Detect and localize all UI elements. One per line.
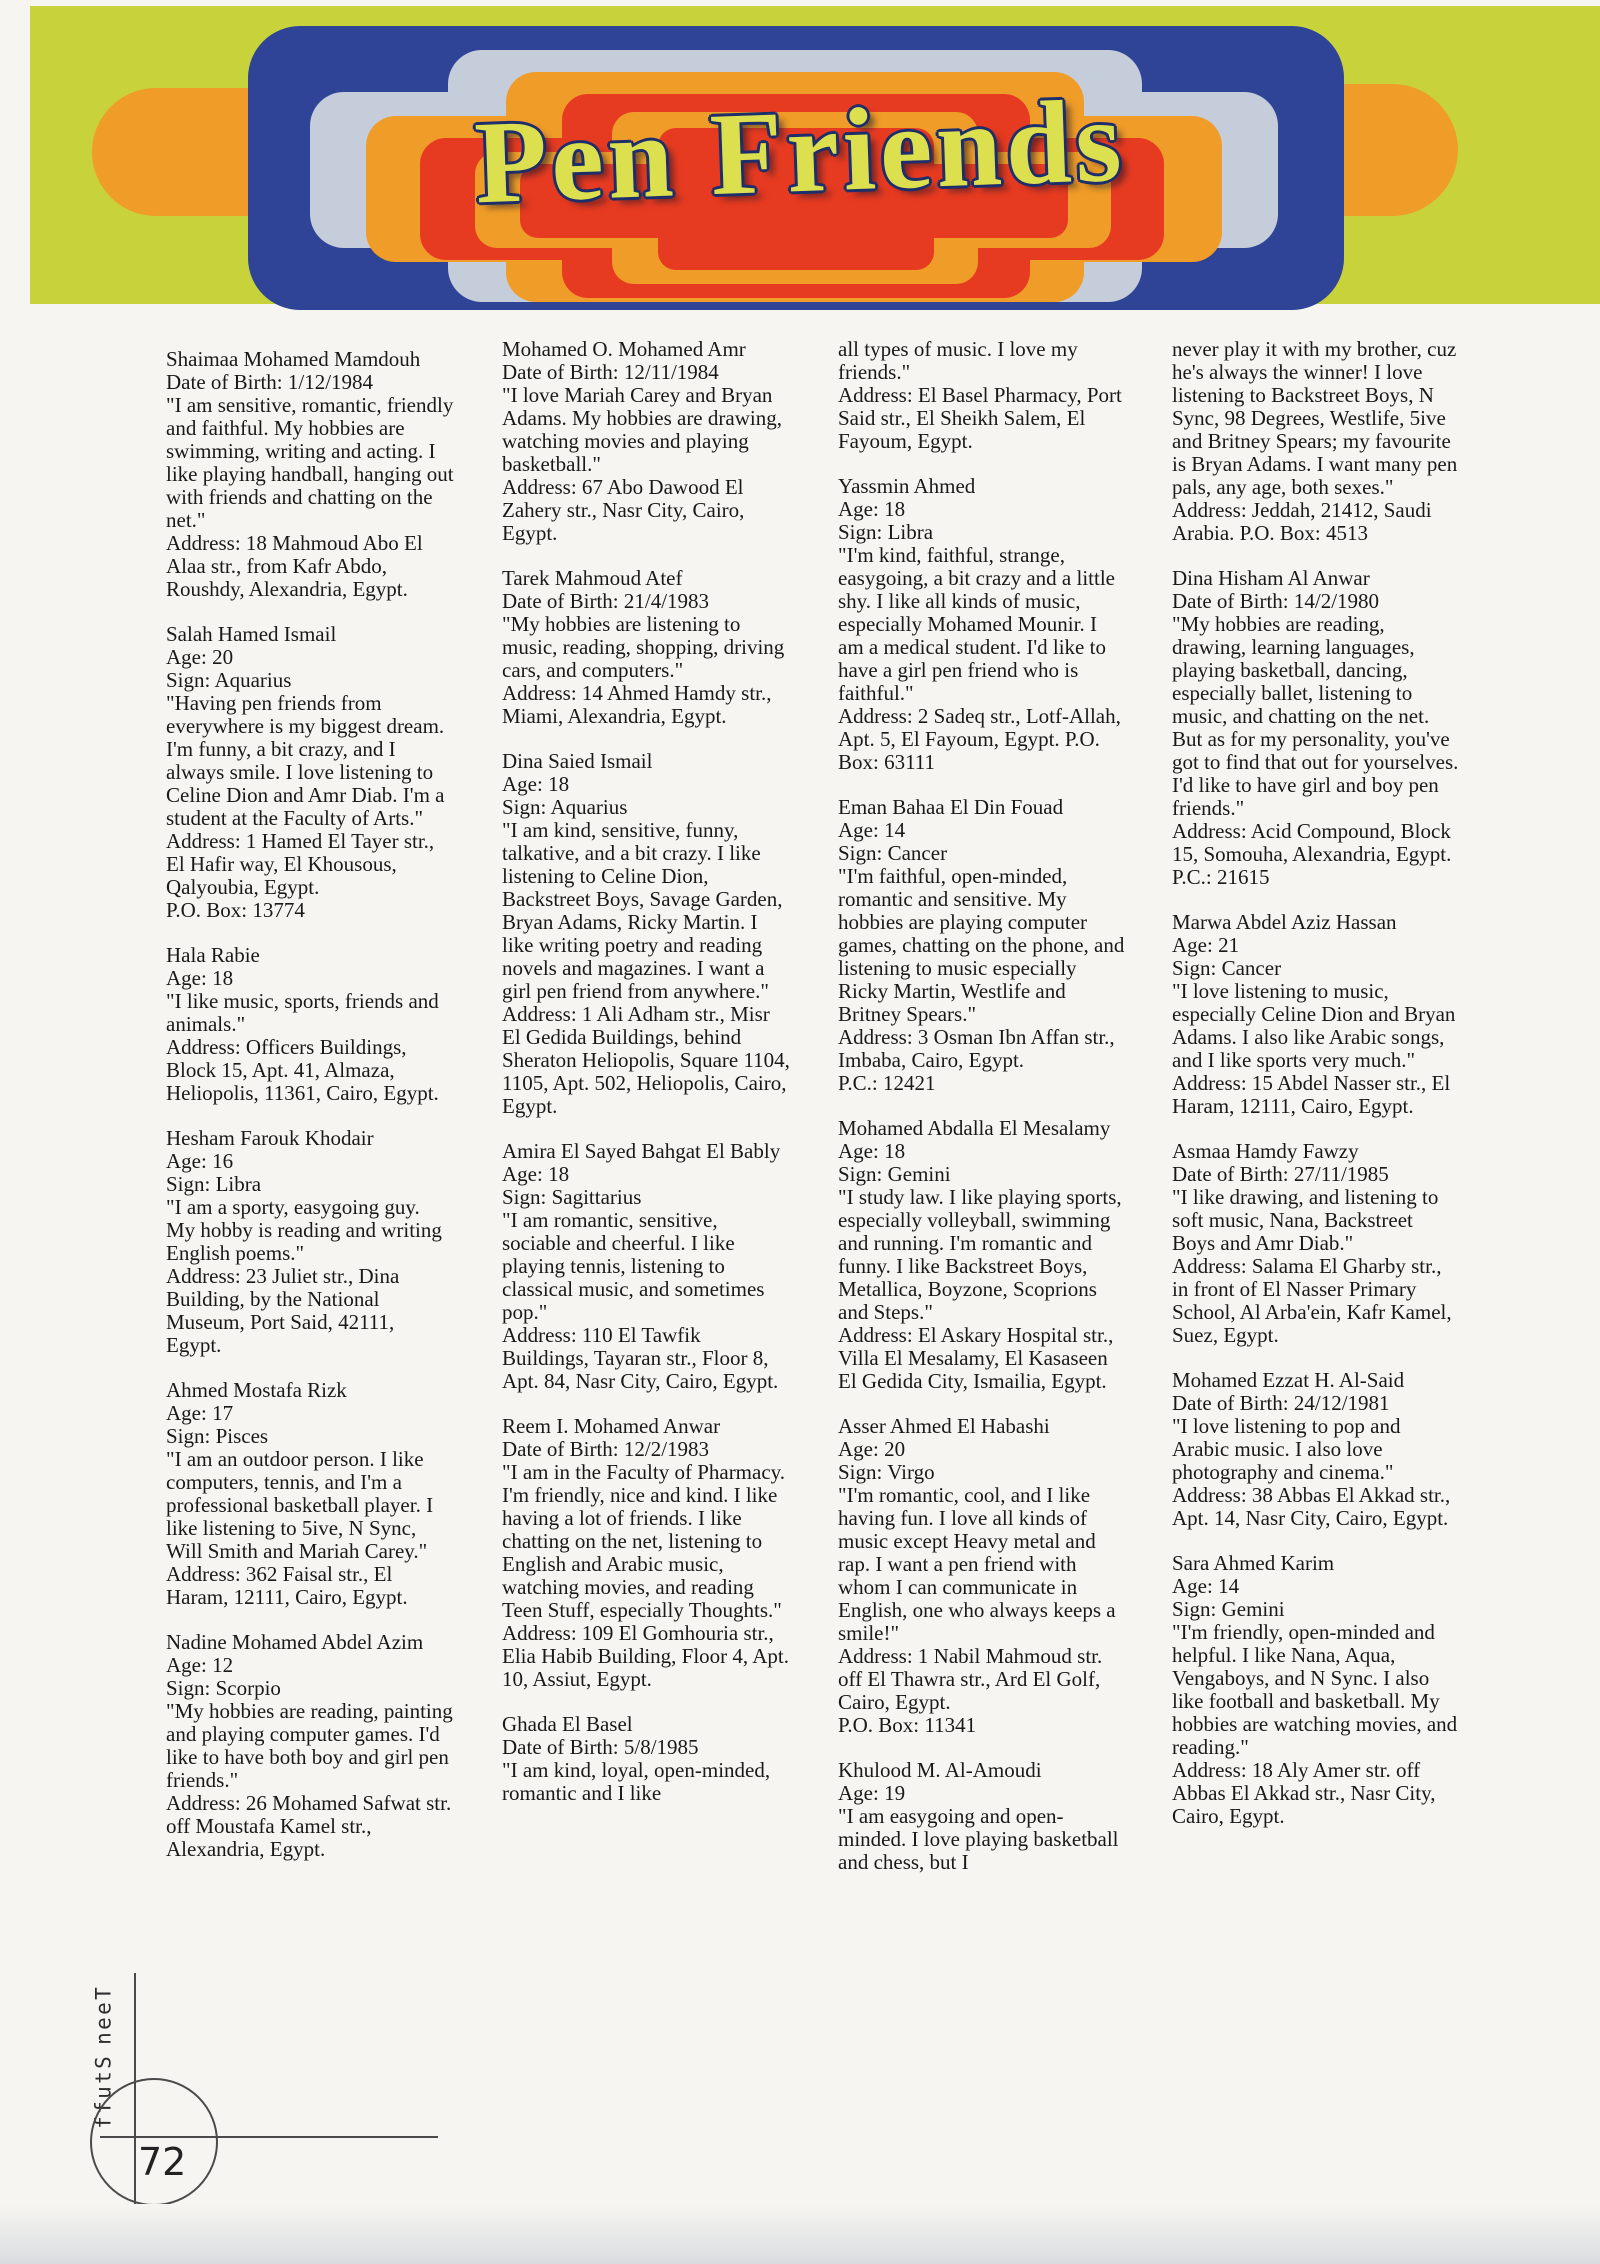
pen-pal-name: Hala Rabie [166,943,260,967]
entry-text: Address: Jeddah, 21412, Saudi Arabia. P.O. Box: 4513 [1172,498,1432,545]
entry-text: Age: 21 [1172,933,1240,957]
pen-pal-name: Mohamed Abdalla El Mesalamy [838,1116,1111,1140]
pen-pal-name: Reem I. Mohamed Anwar [502,1414,721,1438]
entry-text: all types of music. I love my friends." [838,337,1078,384]
pen-pal-entry [502,338,790,545]
entry-text: Sign: Libra [838,520,934,544]
pen-pal-entry [166,1631,454,1861]
spine-letter: f [91,2101,115,2114]
pen-pal-column-2 [502,338,790,1827]
entry-text: Address: 362 Faisal str., El Haram, 12111, Cairo, Egypt. [166,1562,408,1609]
spine-letter: T [91,1987,115,2000]
pen-pal-entry [838,1117,1126,1393]
entry-text: Address: 3 Osman Ibn Affan str., Imbaba, Cairo, Egypt. [838,1025,1115,1072]
pen-pal-entry [166,1379,454,1609]
entry-text: Address: Acid Compound, Block 15, Somouha, Alexandria, Egypt. [1172,819,1452,866]
entry-text: Address: 2 Sadeq str., Lotf-Allah, Apt. 5, El Fayoum, Egypt. P.O. Box: 63111 [838,704,1121,774]
entry-text: Date of Birth: 27/11/1985 [1172,1162,1389,1186]
entry-text: Age: 17 [166,1401,234,1425]
pen-pal-entry [502,1140,790,1393]
entry-text: Age: 18 [838,497,906,521]
entry-text: "I love Mariah Carey and Bryan Adams. My hobbies are drawing, watching movies and playing basketball." [502,383,782,476]
pen-pal-entry [502,750,790,1118]
spine-letter: e [91,2002,115,2015]
entry-text: Age: 14 [1172,1574,1240,1598]
entry-text: Address: 1 Nabil Mahmoud str. off El Thawra str., Ard El Golf, Cairo, Egypt. [838,1644,1103,1714]
pen-pal-entry [838,1759,1126,1874]
spine-letter: n [91,2032,115,2045]
entry-text: Age: 14 [838,818,906,842]
pen-pal-name: Dina Hisham Al Anwar [1172,566,1370,590]
entry-text: Age: 19 [838,1781,906,1805]
entry-text: "Having pen friends from everywhere is my biggest dream. I'm funny, a bit crazy, and I always smile. I love listening to Celine Dion and Amr Diab. I'm a student at the Faculty of Arts." [166,691,445,830]
pen-pal-name: Nadine Mohamed Abdel Azim [166,1630,424,1654]
pen-pal-entry [166,1127,454,1357]
entry-text: Address: 110 El Tawfik Buildings, Tayaran str., Floor 8, Apt. 84, Nasr City, Cairo, Egypt. [502,1323,779,1393]
entry-text: Sign: Virgo [838,1460,935,1484]
pen-pal-entry [502,1713,790,1805]
entry-text: Date of Birth: 5/8/1985 [502,1735,699,1759]
pen-pal-entry [166,623,454,922]
pen-pal-name: Asmaa Hamdy Fawzy [1172,1139,1359,1163]
pen-pal-entry [1172,1369,1460,1530]
entry-text: Age: 18 [502,1162,570,1186]
entry-text: Address: Officers Buildings, Block 15, Apt. 41, Almaza, Heliopolis, 11361, Cairo, Egypt. [166,1035,439,1105]
entry-text: "My hobbies are reading, drawing, learning languages, playing basketball, dancing, especially ballet, listening to music, and chatting on the net. But as for my personality, you've got to find that out for yourselves. I'd like to have girl and boy pen friends." [1172,612,1459,820]
pen-pal-entry [1172,911,1460,1118]
entry-text: Sign: Cancer [1172,956,1282,980]
pen-pal-column-1 [166,348,454,1883]
pen-pal-column-3 [838,338,1126,1896]
entry-text: Age: 20 [838,1437,906,1461]
pen-pal-entry-continuation [1172,338,1460,545]
entry-text: Address: 67 Abo Dawood El Zahery str., Nasr City, Cairo, Egypt. [502,475,745,545]
entry-text: Address: El Basel Pharmacy, Port Said str., El Sheikh Salem, El Fayoum, Egypt. [838,383,1122,453]
entry-text: Address: 1 Hamed El Tayer str., El Hafir way, El Khousous, Qalyoubia, Egypt. [166,829,435,899]
entry-text: "I'm kind, faithful, strange, easygoing, a bit crazy and a little shy. I like all kinds of music, especially Mohamed Mounir. I am a medical student. I'd like to have a girl pen friend who is faithful." [838,543,1115,705]
entry-text: "I love listening to music, especially Celine Dion and Bryan Adams. I also like Arabic songs, and I like sports very much." [1172,979,1456,1072]
entry-text: Date of Birth: 1/12/1984 [166,370,374,394]
scan-edge-shadow [0,2204,1600,2264]
pen-friends-header [0,0,1600,330]
page-number: 72 [138,2140,187,2184]
pen-pal-entry [838,1415,1126,1737]
entry-text: "I'm romantic, cool, and I like having fun. I love all kinds of music except Heavy metal and rap. I want a pen friend with whom I can communicate in English, one who always keeps a smile!" [838,1483,1116,1645]
entry-text: Date of Birth: 21/4/1983 [502,589,710,613]
entry-text: "I am a sporty, easygoing guy. My hobby is reading and writing English poems." [166,1195,442,1265]
entry-text: Sign: Sagittarius [502,1185,642,1209]
entry-text: Age: 12 [166,1653,234,1677]
entry-text: Sign: Gemini [838,1162,951,1186]
pen-pal-entry [1172,1140,1460,1347]
pen-pal-name: Hesham Farouk Khodair [166,1126,374,1150]
pen-pal-entry [838,796,1126,1095]
entry-text: Sign: Cancer [838,841,948,865]
entry-text: "I am sensitive, romantic, friendly and faithful. My hobbies are swimming, writing and acting. I like playing handball, hanging out with friends and chatting on the net." [166,393,454,532]
entry-text: Date of Birth: 12/2/1983 [502,1437,710,1461]
entry-text: P.O. Box: 13774 [166,898,305,922]
entry-text: Sign: Gemini [1172,1597,1285,1621]
entry-text: P.C.: 12421 [838,1071,936,1095]
spine-letter: e [91,2017,115,2030]
pen-pal-name: Khulood M. Al-Amoudi [838,1758,1042,1782]
spine-letter: t [91,2071,115,2084]
page-title: Pen Friends [472,74,1128,229]
pen-pal-name: Sara Ahmed Karim [1172,1551,1335,1575]
pen-pal-name: Yassmin Ahmed [838,474,976,498]
entry-text: "I love listening to pop and Arabic music. I also love photography and cinema." [1172,1414,1401,1484]
spine-letter: f [91,2116,115,2129]
pen-pal-name: Asser Ahmed El Habashi [838,1414,1050,1438]
entry-text: Age: 16 [166,1149,234,1173]
entry-text: Address: 18 Mahmoud Abo El Alaa str., from Kafr Abdo, Roushdy, Alexandria, Egypt. [166,531,423,601]
entry-text: Address: 26 Mohamed Safwat str. off Moustafa Kamel str., Alexandria, Egypt. [166,1791,452,1861]
pen-pal-name: Marwa Abdel Aziz Hassan [1172,910,1397,934]
entry-text: "I'm faithful, open-minded, romantic and sensitive. My hobbies are playing computer games, chatting on the phone, and listening to music especially Ricky Martin, Westlife and Britney Spears." [838,864,1125,1026]
pen-pal-entry-continuation [838,338,1126,453]
entry-text: never play it with my brother, cuz he's always the winner! I love listening to Backstreet Boys, N Sync, 98 Degrees, Westlife, 5ive and Britney Spears; my favourite is Bryan Adams. I want many pen pals, any age, both sexes." [1172,337,1458,499]
entry-text: "I am in the Faculty of Pharmacy. I'm friendly, nice and kind. I like having a lot of friends. I like chatting on the net, listening to English and Arabic music, watching movies, and reading Teen Stuff, especially Thoughts." [502,1460,786,1622]
entry-text: "My hobbies are listening to music, reading, shopping, driving cars, and computers." [502,612,785,682]
entry-text: Date of Birth: 14/2/1980 [1172,589,1380,613]
entry-text: Sign: Aquarius [166,668,292,692]
entry-text: "I'm friendly, open-minded and helpful. I like Nana, Aqua, Vengaboys, and N Sync. I also like football and basketball. My hobbies are watching movies, and reading." [1172,1620,1458,1759]
entry-text: P.C.: 21615 [1172,865,1270,889]
entry-text: Date of Birth: 24/12/1981 [1172,1391,1390,1415]
pen-pal-entry [1172,567,1460,889]
entry-text: "I am an outdoor person. I like computers, tennis, and I'm a professional basketball player. I like listening to 5ive, N Sync, Will Smith and Mariah Carey." [166,1447,434,1563]
pen-pal-entry [502,1415,790,1691]
spine-letter: S [91,2056,115,2069]
entry-text: Sign: Libra [166,1172,262,1196]
entry-text: Sign: Pisces [166,1424,269,1448]
entry-text: Address: 15 Abdel Nasser str., El Haram, 12111, Cairo, Egypt. [1172,1071,1451,1118]
entry-text: Address: 14 Ahmed Hamdy str., Miami, Alexandria, Egypt. [502,681,772,728]
pen-pal-entry [166,944,454,1105]
entry-text: Address: Salama El Gharby str., in front of El Nasser Primary School, Al Arba'ein, Kafr Kamel, Suez, Egypt. [1172,1254,1452,1347]
entry-text: Address: 23 Juliet str., Dina Building, by the National Museum, Port Said, 42111, Egypt. [166,1264,400,1357]
entry-text: Address: 38 Abbas El Akkad str., Apt. 14, Nasr City, Cairo, Egypt. [1172,1483,1451,1530]
entry-text: Address: 109 El Gomhouria str., Elia Habib Building, Floor 4, Apt. 10, Assiut, Egypt. [502,1621,789,1691]
pen-pal-name: Salah Hamed Ismail [166,622,337,646]
entry-text: "I study law. I like playing sports, especially volleyball, swimming and running. I'm romantic and funny. I like Backstreet Boys, Metallica, Boyzone, Scoprions and Steps." [838,1185,1122,1324]
pen-pal-name: Ahmed Mostafa Rizk [166,1378,347,1402]
entry-text: Address: 18 Aly Amer str. off Abbas El Akkad str., Nasr City, Cairo, Egypt. [1172,1758,1436,1828]
pen-pal-name: Mohamed O. Mohamed Amr [502,337,746,361]
entry-text: Age: 18 [166,966,234,990]
pen-pal-entry [502,567,790,728]
pen-pal-entry [1172,1552,1460,1828]
entry-text: "I like music, sports, friends and animals." [166,989,439,1036]
entry-text: Address: El Askary Hospital str., Villa El Mesalamy, El Kasaseen El Gedida City, Ismailia, Egypt. [838,1323,1114,1393]
entry-text: P.O. Box: 11341 [838,1713,977,1737]
entry-text: Date of Birth: 12/11/1984 [502,360,719,384]
entry-text: Age: 18 [838,1139,906,1163]
entry-text: "I am kind, loyal, open-minded, romantic and I like [502,1758,771,1805]
entry-text: "I like drawing, and listening to soft music, Nana, Backstreet Boys and Amr Diab." [1172,1185,1439,1255]
entry-text: Age: 18 [502,772,570,796]
pen-pal-entry [838,475,1126,774]
pen-pal-name: Ghada El Basel [502,1712,633,1736]
pen-pal-name: Mohamed Ezzat H. Al-Said [1172,1368,1405,1392]
entry-text: Age: 20 [166,645,234,669]
pen-pal-name: Amira El Sayed Bahgat El Bably [502,1139,781,1163]
entry-text: "I am kind, sensitive, funny, talkative, and a bit crazy. I like listening to Celine Dion, Backstreet Boys, Savage Garden, Bryan Adams, Ricky Martin. I like writing poetry and reading novels and magazines. I want a girl pen friend from anywhere." [502,818,783,1003]
pen-pal-name: Shaimaa Mohamed Mamdouh [166,347,421,371]
spine-letter: u [91,2086,115,2099]
entry-text: "I am romantic, sensitive, sociable and cheerful. I like playing tennis, listening to classical music, and sometimes pop." [502,1208,765,1324]
pen-pal-name: Eman Bahaa El Din Fouad [838,795,1064,819]
entry-text: "I am easygoing and open-minded. I love playing basketball and chess, but I [838,1804,1119,1874]
pen-pal-entry [166,348,454,601]
pen-pal-name: Dina Saied Ismail [502,749,653,773]
pen-pal-name: Tarek Mahmoud Atef [502,566,683,590]
entry-text: "My hobbies are reading, painting and playing computer games. I'd like to have both boy and girl pen friends." [166,1699,453,1792]
entry-text: Address: 1 Ali Adham str., Misr El Gedida Buildings, behind Sheraton Heliopolis, Square 1104, 1105, Apt. 502, Heliopolis, Cairo, Egypt. [502,1002,790,1118]
entry-text: Sign: Aquarius [502,795,628,819]
entry-text: Sign: Scorpio [166,1676,281,1700]
pen-pal-column-4 [1172,338,1460,1850]
